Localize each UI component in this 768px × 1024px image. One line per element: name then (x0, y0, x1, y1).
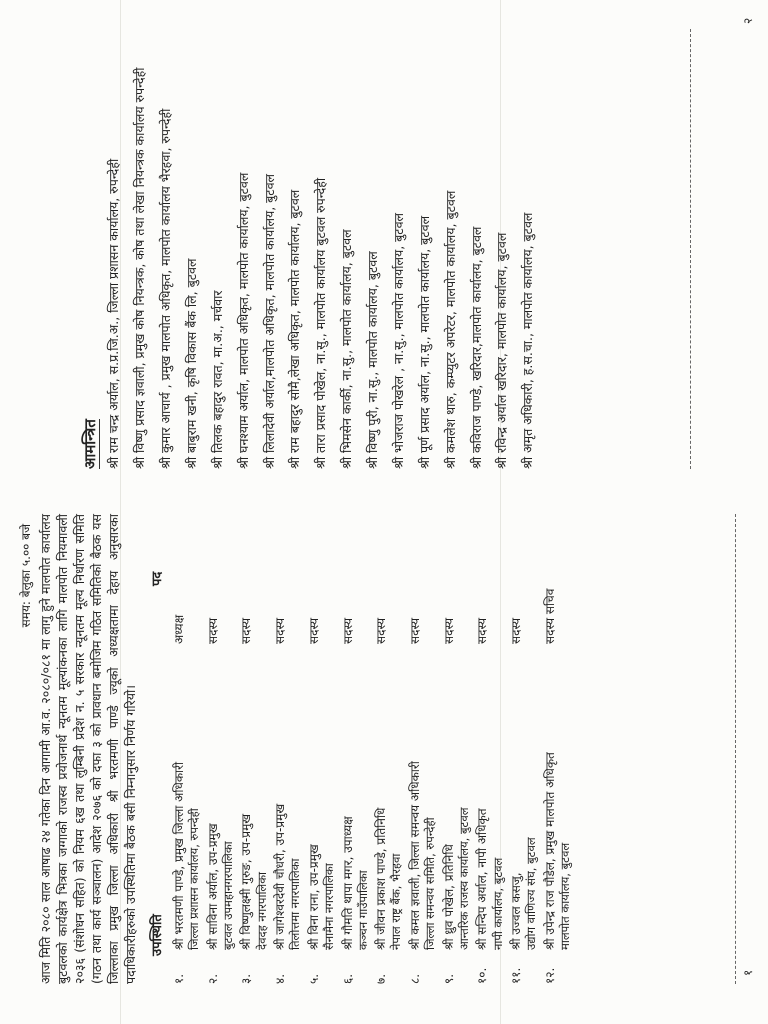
member-person (373, 684, 405, 950)
member-name: श्री गौमति थापा मगर, उपाध्यक्ष (340, 816, 355, 950)
invitee-item: श्री तिलक बहादुर रावत, मा.अ., मर्चवार (209, 290, 225, 469)
member-row (508, 514, 540, 984)
minutes-left-column (18, 514, 575, 984)
member-row (474, 514, 506, 984)
member-organization: सैनामैना नगरपालिका (321, 863, 336, 950)
intro-paragraph: आज मिति २०८० साल आषाढ २४ गतेका दिन आगामी आ.व. २०८०/०८१ मा लागु हुने मालपोत कार्यालय बुटवलको कार्यक्षेत्र भित्रका जग्गाको राजस्व प्रयोजनार्थ न्यूनतम मूल्यांकनका लागि मालपोत नियमावली २०३६ (संशोधन सहित) को नियम ६ख तथा लुम्बिनी प्रदेश न. ५ सरकार न्यूनतम मूल्य निर्धारण समिति (गठन तथा कार्य सञ्चालन) आदेश २०७६ को दफा ३ को प्रावधान बमोजिम गठित समितिको बैठक यस जिल्लाका प्रमुख जिल्ला अधिकारी श्री भरतमणी पाण्डे ज्यूको अध्यक्षतामा देहाय अनुसारका पदाधिकारीहरुको उपस्थितिमा बैठक बसी निम्नानुसार निर्णय गरियो। (38, 514, 138, 984)
invitee-item: श्री भोजराज पोखरेल , ना.सु., मालपोत कार्यालय, बुटवल (390, 212, 406, 469)
member-role: सदस्य (239, 617, 254, 644)
member-row (542, 514, 574, 984)
member-role: सदस्य सचिव (542, 588, 557, 644)
member-row (441, 514, 473, 984)
member-person (306, 684, 338, 950)
member-person (508, 684, 540, 950)
invitee-item: श्री कविराज पाण्डे, खरिदार,मालपोत कार्यालय, बुटवल (468, 226, 484, 469)
member-number: ९. (441, 973, 456, 984)
member-row (340, 514, 372, 984)
member-number: ३. (239, 973, 254, 984)
attendance-header (149, 514, 167, 984)
member-name: श्री विना राना, उप-प्रमुख (306, 844, 321, 950)
member-number: ६. (340, 973, 355, 984)
invitee-item: श्री कुमार आचार्य , प्रमुख मालपोत अधिकृत, मालपोत कार्यालय भैरहवा, रुपन्देही (158, 108, 173, 469)
member-number: १०. (475, 967, 490, 984)
position-heading: पद (150, 571, 166, 586)
member-person (441, 684, 473, 950)
member-organization: मालपोत कार्यालय, बुटवल (557, 842, 572, 950)
invitee-item: श्री बाबुराम खनी, कृषि विकास बैंक लि, बुटवल (183, 258, 199, 469)
member-role: सदस्य (407, 617, 422, 644)
member-number: १. (171, 973, 186, 984)
invitee-item: श्री भिमसेन कार्की, ना.सु., मालपोत कार्यालय, बुटवल (339, 229, 355, 469)
members-list (171, 514, 573, 984)
member-role: सदस्य (441, 617, 456, 644)
member-person (474, 684, 506, 950)
member-organization: नेपाल राष्ट्र बैंक, भैरहवा (389, 853, 404, 950)
member-person (340, 684, 372, 950)
member-organization: आन्तरिक राजस्व कार्यालय, बुटवल (456, 807, 471, 950)
member-organization: नापी कार्यालय, बुटवल (490, 857, 505, 950)
member-row (373, 514, 405, 984)
member-role: सदस्य (273, 617, 288, 644)
page-number-right: २ (741, 17, 755, 24)
member-number: ४. (273, 973, 288, 984)
member-role: सदस्य (306, 617, 321, 644)
member-name: श्री विष्णुलक्ष्मी गुरुङ, उप-प्रमुख (239, 813, 254, 950)
member-organization: बुटवल उपमहानगरपालिका (220, 841, 235, 950)
member-organization: तिलोत्तमा नगरपालिका (288, 858, 303, 950)
member-number: ८. (407, 973, 422, 984)
member-person (542, 684, 574, 950)
member-name: श्री उज्वल कसजु, (509, 872, 524, 950)
invitee-item: श्री लिलादेवी अर्याल,मालपोत अधिकृत, मालपोत कार्यालय, बुटवल (261, 173, 277, 469)
member-number: ५. (306, 973, 321, 984)
invitee-item: श्री विष्णु पुरी, ना.सु., मालपोत कार्यालय, बुटवल (365, 251, 380, 469)
member-role: सदस्य (340, 617, 355, 644)
member-row (171, 514, 203, 984)
member-name: श्री कमल ज्ञवाली, जिल्ला समन्वय अधिकारी (407, 761, 422, 950)
invitees-column (80, 29, 546, 469)
member-role: सदस्य (374, 617, 389, 644)
invitee-item: श्री तारा प्रसाद पोखेल, ना.सु., मालपोत कार्यालय बुटवल रुपन्देही (313, 177, 329, 469)
member-name: श्री भरतमणी पाण्डे, प्रमुख जिल्ला अधिकारी (171, 761, 186, 950)
member-organization: उद्योग वाणिज्य संघ, बुटवल (524, 837, 539, 950)
member-number: २. (205, 973, 220, 984)
invitee-item: श्री राम बहादुर सोमै,लेखा अधिकृत, मालपोत कार्यालय, बुटवल (287, 189, 303, 469)
page-number-left: १ (741, 969, 755, 976)
member-person (171, 684, 203, 950)
member-row (407, 514, 439, 984)
invitees-list (106, 29, 537, 469)
member-person (238, 684, 270, 950)
wavy-divider (690, 29, 693, 469)
member-number: ७. (374, 973, 389, 984)
member-name: श्री सन्दिप अर्याल, नापी अधिकृत (475, 808, 490, 950)
invitee-item: श्री अमृत अधिकारी, ह.स.चा., मालपोत कार्यालय, बुटवल (520, 212, 536, 469)
attendance-heading: उपस्थिति (150, 914, 166, 956)
member-number: ११. (509, 967, 524, 984)
invitee-item: श्री विष्णु प्रसाद ज्ञवाली, प्रमुख कोष नियन्त्रक, कोष तथा लेखा नियन्त्रक कार्यालय रुपन्देही (132, 67, 148, 469)
member-number: १२. (542, 967, 557, 984)
member-organization: जिल्ला समन्वय समिति, रुपन्देही (423, 817, 438, 950)
member-role: सदस्य (509, 617, 524, 644)
member-name: श्री उपेन्द्र राज पौडेल, प्रमुख मालपोत अधिकृत (542, 752, 557, 950)
meeting-time: समय: बेलुका ५.०० बजे (19, 524, 33, 628)
member-name: श्री साविना अर्याल, उप-प्रमुख (205, 823, 220, 950)
invitee-item: श्री रविन्द्र अर्याल खरिदार, मालपोत कार्यालय, बुटवल (494, 232, 510, 469)
member-organization: देवदह नगरपालिका (254, 871, 269, 950)
member-role: सदस्य (475, 617, 490, 644)
member-name: श्री जागेश्वरदेवी चौधरी, उप-प्रमुख (273, 803, 288, 950)
invitee-item: श्री पूर्ण प्रसाद अर्याल, ना.सु., मालपोत कार्यालय, बुटवल (416, 215, 432, 469)
member-person (272, 684, 304, 950)
member-role: अध्यक्ष (171, 614, 186, 644)
member-row (306, 514, 338, 984)
member-name: श्री ध्रुव पोखेल, प्रतिनिधि (441, 844, 456, 950)
invitees-title-text: आमन्त्रित (81, 419, 99, 469)
member-person (205, 684, 237, 950)
invitee-item: श्री कमलेश थारु, कम्प्युटर अपरेटर, मालपोत कार्यालय, बुटवल (442, 190, 458, 469)
member-row (272, 514, 304, 984)
member-organization: जिल्ला प्रशासन कार्यालय, रुपन्देही (187, 808, 202, 950)
member-person (407, 684, 439, 950)
invitee-item: श्री राम चन्द्र अर्याल, स.प्र.जि.अ., जिल्ला प्रशासन कार्यालय, रुपन्देही (106, 158, 122, 469)
invitees-title (80, 29, 100, 469)
member-name: श्री जीवन प्रकाश पाण्डे, प्रतिनिधि (374, 807, 389, 950)
member-role: सदस्य (205, 617, 220, 644)
member-row (238, 514, 270, 984)
member-row (205, 514, 237, 984)
member-organization: कञ्चन गाउँपालिका (355, 870, 370, 950)
wavy-divider (735, 514, 738, 984)
invitee-item: श्री घनश्याम अर्याल, मालपोत अधिकृत, मालपोत कार्यालय, बुटवल (235, 172, 251, 469)
